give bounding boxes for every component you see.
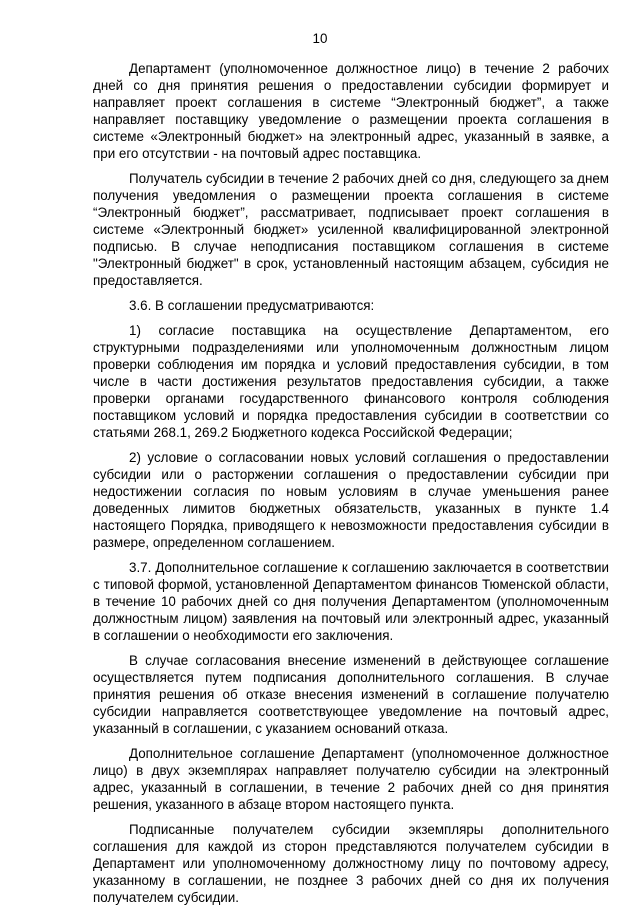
page-number: 10 bbox=[312, 31, 328, 46]
paragraph-amendment-delivery: Дополнительное соглашение Департамент (уполномоченное должностное лицо) в двух экземплярах направляет получателю субсидии на электронный адрес, указанный в соглашении, в течение 2 рабочих дней со дня принятия решения, указанного в абзаце втором настоящего пункта. bbox=[93, 746, 609, 812]
paragraph-amendment-approval: В случае согласования внесение изменений в действующее соглашение осуществляется путем подписания дополнительного соглашения. В случае принятия решения об отказе внесения изменений в соглашение получателю субсидии направляется соответствующее уведомление на почтовый адрес, указанный в соглашении, с указанием оснований отказа. bbox=[93, 653, 609, 736]
paragraph-agreement-signing: Получатель субсидии в течение 2 рабочих дней со дня, следующего за днем получения уведомления о размещении проекта соглашения в системе “Электронный бюджет”, рассматривает, подписывает проект соглашения в системе «Электронный бюджет» усиленной квалифицированной электронной подписью. В случае неподписания поставщиком соглашения в системе "Электронный бюджет" в срок, установленный настоящим абзацем, субсидия не предоставляется. bbox=[93, 171, 609, 288]
document-body bbox=[93, 60, 609, 914]
paragraph-section-3-6-heading: 3.6. В соглашении предусматриваются: bbox=[129, 298, 375, 313]
paragraph-item-2-conditions: 2) условие о согласовании новых условий соглашения о предоставлении субсидии или о расторжении соглашения о предоставлении субсидии при недостижении согласия по новым условиям в случае уменьшения ранее доведенных лимитов бюджетных обязательств, указанных в пункте 1.4 настоящего Порядка, приводящего к невозможности предоставления субсидии в размере, определенном соглашением. bbox=[93, 450, 609, 550]
paragraph-agreement-formation: Департамент (уполномоченное должностное лицо) в течение 2 рабочих дней со дня принятия решения о предоставлении субсидии формирует и направляет проект соглашения в системе “Электронный бюджет”, а также направляет поставщику уведомление о размещении проекта соглашения в системе «Электронный бюджет» на электронный адрес, указанный в заявке, а при его отсутствии - на почтовый адрес поставщика. bbox=[93, 61, 609, 161]
paragraph-item-1-consent: 1) согласие поставщика на осуществление Департаментом, его структурными подразделениями или уполномоченным должностным лицом проверки соблюдения им порядка и условий предоставления субсидии, в том числе в части достижения результатов предоставления субсидии, а также проверки органами государственного финансового контроля соблюдения поставщиком условий и порядка предоставления субсидии в соответствии со статьями 268.1, 269.2 Бюджетного кодекса Российской Федерации; bbox=[93, 323, 609, 440]
paragraph-section-3-7: 3.7. Дополнительное соглашение к соглашению заключается в соответствии с типовой формой, установленной Департаментом финансов Тюменской области, в течение 10 рабочих дней со дня получения Департаментом (уполномоченным должностным лицом) заявления на почтовый или электронный адрес, указанный в соглашении о необходимости его заключения. bbox=[93, 560, 609, 643]
paragraph-signed-copies: Подписанные получателем субсидии экземпляры дополнительного соглашения для каждой из сторон представляются получателем субсидии в Департамент или уполномоченному должностному лицу по почтовому адресу, указанному в соглашении, не позднее 3 рабочих дней со дня их получения получателем субсидии. bbox=[93, 822, 609, 905]
